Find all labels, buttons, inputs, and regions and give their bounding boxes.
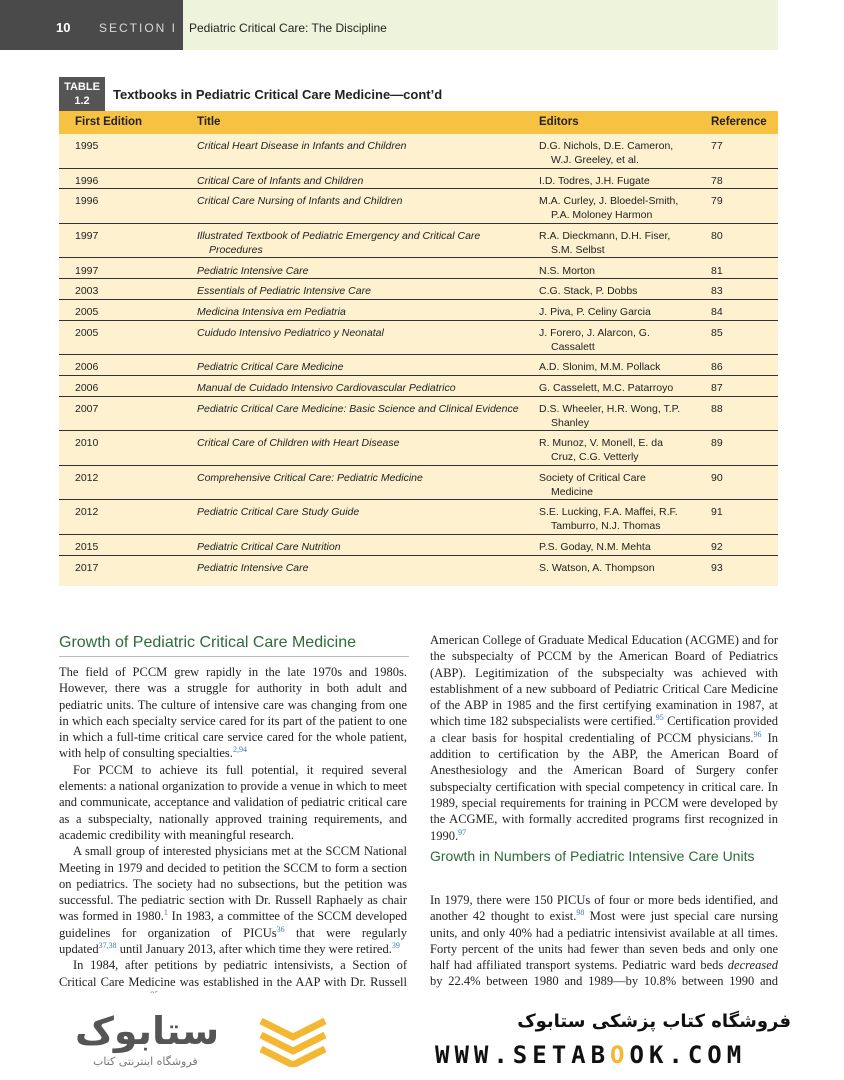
citation[interactable]: 95 (655, 713, 664, 723)
cell-reference: 83 (711, 285, 723, 298)
table-row (59, 466, 778, 501)
textbooks-table (59, 111, 778, 586)
cell-reference: 78 (711, 174, 723, 187)
paragraph: In 1984, after petitions by pediatric intensivists, a Section of Critical Care Medicine was established in the AAP with Dr. Russell (59, 957, 407, 1006)
cell-editors: S. Watson, A. Thompson (539, 561, 655, 574)
cell-year: 1996 (75, 195, 99, 208)
cell-year: 2012 (75, 506, 99, 519)
section-label: SECTION I (99, 21, 178, 35)
store-logo-subtitle: فروشگاه اینترنتی کتاب (93, 1055, 198, 1068)
right-column-bottom (430, 892, 778, 1006)
column-header-first-edition: First Edition (75, 116, 143, 128)
cell-title: Manual de Cuidado Intensivo Cardiovascular Pediatrico (197, 381, 456, 394)
cell-title: Pediatric Critical Care Nutrition (197, 541, 341, 553)
table-row (59, 134, 778, 169)
paragraph: A small group of interested physicians met at the SCCM National Meeting in 1979 and decided to petition the SCCM to form a section on pediatrics. The society had no subsections, but the petition was successful. The pediatric section with Dr. Russell Raphaely as chair was formed in 1980.$^1$ In 1983, a committee of the SCCM developed guidelines for organization of PICUs$^{36}$ that were regularly updated$^{37,38}$ until January 2013, after which time they were retired.$^{39}$ (59, 844, 408, 957)
table-row (59, 169, 778, 190)
header-dark-block (0, 0, 183, 50)
cell-editors: Society of Critical Care Medicine (539, 471, 646, 498)
cell-year: 2012 (75, 471, 99, 484)
table-row (59, 189, 778, 224)
cell-year: 2017 (75, 561, 99, 574)
cell-reference: 90 (711, 471, 723, 484)
table-row (59, 321, 778, 356)
store-logo-text: ستابوک (75, 1009, 220, 1053)
subsection-heading: Growth in Numbers of Pediatric Intensive Care Units (430, 848, 755, 864)
cell-editors: C.G. Stack, P. Dobbs (539, 285, 638, 298)
cell-editors: M.A. Curley, J. Bloedel-Smith, P.A. Moloney Harmon (539, 195, 679, 222)
citation[interactable]: 98 (576, 908, 585, 918)
citation[interactable]: 1 (163, 908, 168, 918)
cell-title: Critical Care of Children with Heart Disease (197, 437, 400, 450)
cell-title: Pediatric Critical Care Study Guide (197, 506, 360, 519)
paragraph: American College of Graduate Medical Education (ACGME) and for the subspecialty of PCCM by the American Board of Pediatrics (ABP). Legitimization of the subspecialty was achieved with establishment of a new subboard of Pediatric Critical Care Medicine of the ABP in 1985 and the first certifying examination in 1987, at which time 182 subspecialists were certified.$^{95}$ Certification provided a clear basis for hospital credentialing of PCCM physicians.$^{96}$ In addition to certification by the ABP, the American Board of Anesthesiology and the American Board of Surgery confer subspecialty certification with special competency in critical care. In 1989, special requirements for training in PCCM were developed by the ACGME, with formally accredited programs first recognized in 1990.97 (430, 633, 778, 843)
table-badge-word: TABLE (64, 81, 100, 93)
cell-editors: J. Piva, P. Celiny Garcia (539, 305, 651, 318)
cell-editors: D.S. Wheeler, H.R. Wong, T.P. Shanley (539, 402, 681, 429)
column-header-editors: Editors (539, 116, 579, 128)
right-column-top (430, 632, 778, 844)
table-row (59, 376, 778, 397)
table-row (59, 431, 778, 466)
cell-year: 1997 (75, 229, 99, 242)
table-badge-number: 1.2 (74, 95, 90, 107)
cell-editors: J. Forero, J. Alarcon, G. Cassalett (539, 326, 650, 353)
cell-year: 2010 (75, 437, 99, 450)
cell-editors: D.G. Nichols, D.E. Cameron, W.J. Greeley, et al. (539, 140, 674, 166)
cell-reference: 92 (711, 541, 723, 553)
table-row (59, 279, 778, 300)
page-number: 10 (56, 20, 71, 35)
table-row (59, 224, 778, 259)
column-header-reference: Reference (711, 116, 767, 128)
cell-reference: 85 (711, 326, 723, 339)
cell-year: 2005 (75, 305, 99, 318)
cell-year: 2015 (75, 541, 99, 553)
citation[interactable]: 2,94 (232, 745, 247, 755)
cell-title: Essentials of Pediatric Intensive Care (197, 285, 371, 298)
cell-editors: G. Casselett, M.C. Patarroyo (539, 381, 674, 394)
table-row (59, 355, 778, 376)
cell-year: 1996 (75, 174, 99, 187)
cell-editors: I.D. Todres, J.H. Fugate (539, 174, 650, 187)
store-url[interactable]: WWW.SETABOOK.COM (435, 1041, 747, 1069)
table-title: Textbooks in Pediatric Critical Care Medicine—cont’d (113, 87, 443, 102)
cell-reference: 77 (711, 140, 723, 152)
cell-reference: 93 (711, 561, 723, 574)
cell-year: 2007 (75, 402, 99, 415)
store-name: فروشگاه کتاب پزشکی ستابوک (517, 1011, 791, 1032)
cell-title: Pediatric Critical Care Medicine: Basic Science and Clinical Evidence (197, 402, 519, 415)
cell-year: 2005 (75, 326, 99, 339)
cell-title: Pediatric Intensive Care (197, 264, 309, 277)
column-header-title: Title (197, 116, 221, 128)
cell-editors: R.A. Dieckmann, D.H. Fiser, S.M. Selbst (539, 229, 671, 256)
cell-reference: 87 (711, 381, 723, 394)
cell-reference: 80 (711, 229, 723, 242)
paragraph: In 1979, there were 150 PICUs of four or more beds identified, and another 42 thought to exist.$^{98}$ Most were just special care nursing units, and only 40% had a pediatric intensivist available at all times. Forty percent of the units had fewer than seven beds and only one half had affiliated transport systems. Pediatric ward beds decreased by 22.4% between 1980 and 1989—by 10.8% between 1990 and (430, 893, 778, 989)
cell-editors: N.S. Morton (539, 264, 596, 277)
cell-editors: R. Munoz, V. Monell, E. da Cruz, C.G. Vetterly (539, 437, 663, 464)
heading-rule (59, 656, 409, 657)
table-row (59, 259, 778, 280)
cell-reference: 84 (711, 305, 723, 318)
cell-year: 1995 (75, 140, 99, 152)
table-row (59, 556, 778, 577)
section-heading: Growth of Pediatric Critical Care Medicine (59, 634, 356, 651)
table-row (59, 397, 778, 432)
citation[interactable]: 97 (458, 827, 467, 837)
cell-reference: 89 (711, 437, 723, 450)
table-row (59, 300, 778, 321)
cell-title: Pediatric Intensive Care (197, 561, 309, 574)
cell-title: Critical Care of Infants and Children (197, 174, 364, 187)
cell-title: Critical Heart Disease in Infants and Children (197, 140, 407, 152)
table-row (59, 535, 778, 556)
cell-year: 1997 (75, 264, 99, 277)
table-badge (59, 77, 105, 111)
cell-reference: 81 (711, 264, 723, 277)
cell-editors: A.D. Slonim, M.M. Pollack (539, 361, 661, 374)
cell-editors: S.E. Lucking, F.A. Maffei, R.F. Tamburro, N.J. Thomas (539, 506, 678, 533)
store-banner[interactable] (35, 993, 810, 1080)
header-title-block (183, 0, 778, 50)
cell-title: Pediatric Critical Care Medicine (197, 361, 344, 374)
cell-title: Critical Care Nursing of Infants and Children (197, 195, 403, 208)
cell-reference: 91 (711, 506, 723, 519)
cell-title: Illustrated Textbook of Pediatric Emergency and Critical Care Procedures (197, 229, 481, 256)
cell-editors: P.S. Goday, N.M. Mehta (539, 541, 651, 553)
table-header-row (59, 111, 778, 134)
cell-reference: 88 (711, 402, 723, 415)
cell-reference: 86 (711, 361, 723, 374)
left-column (59, 664, 407, 1006)
cell-title: Comprehensive Critical Care: Pediatric Medicine (197, 471, 423, 484)
cell-title: Medicina Intensiva em Pediatria (197, 305, 346, 318)
citation[interactable]: 37,38 (98, 940, 117, 950)
citation[interactable]: 39 (391, 940, 400, 950)
paragraph: The field of PCCM grew rapidly in the late 1970s and 1980s. However, there was a struggle for authority in both adult and pediatric units. The culture of intensive care was changing from one in which each specialty service cared for its part of the patient to one in which a full-time critical care service cared for the whole patient, with help of consulting specialties.$^{2,94}$ (59, 665, 407, 761)
cell-year: 2006 (75, 361, 99, 374)
chapter-title: Pediatric Critical Care: The Discipline (189, 21, 387, 35)
table-row (59, 500, 778, 535)
paragraph: For PCCM to achieve its full potential, it required several elements: a national organization to provide a venue in which to meet and communicate, acceptance and validation of pediatric critical care as a subspecialty, nationally approved training requirements, and academic credibility with meaningful research. (59, 762, 407, 842)
chevron-logo-icon (257, 1015, 329, 1067)
cell-year: 2006 (75, 381, 99, 394)
cell-reference: 79 (711, 195, 723, 208)
cell-title: Cuidudo Intensivo Pediatrico y Neonatal (197, 326, 384, 339)
citation[interactable]: 96 (753, 729, 762, 739)
cell-year: 2003 (75, 285, 99, 298)
citation[interactable]: 36 (276, 924, 285, 934)
